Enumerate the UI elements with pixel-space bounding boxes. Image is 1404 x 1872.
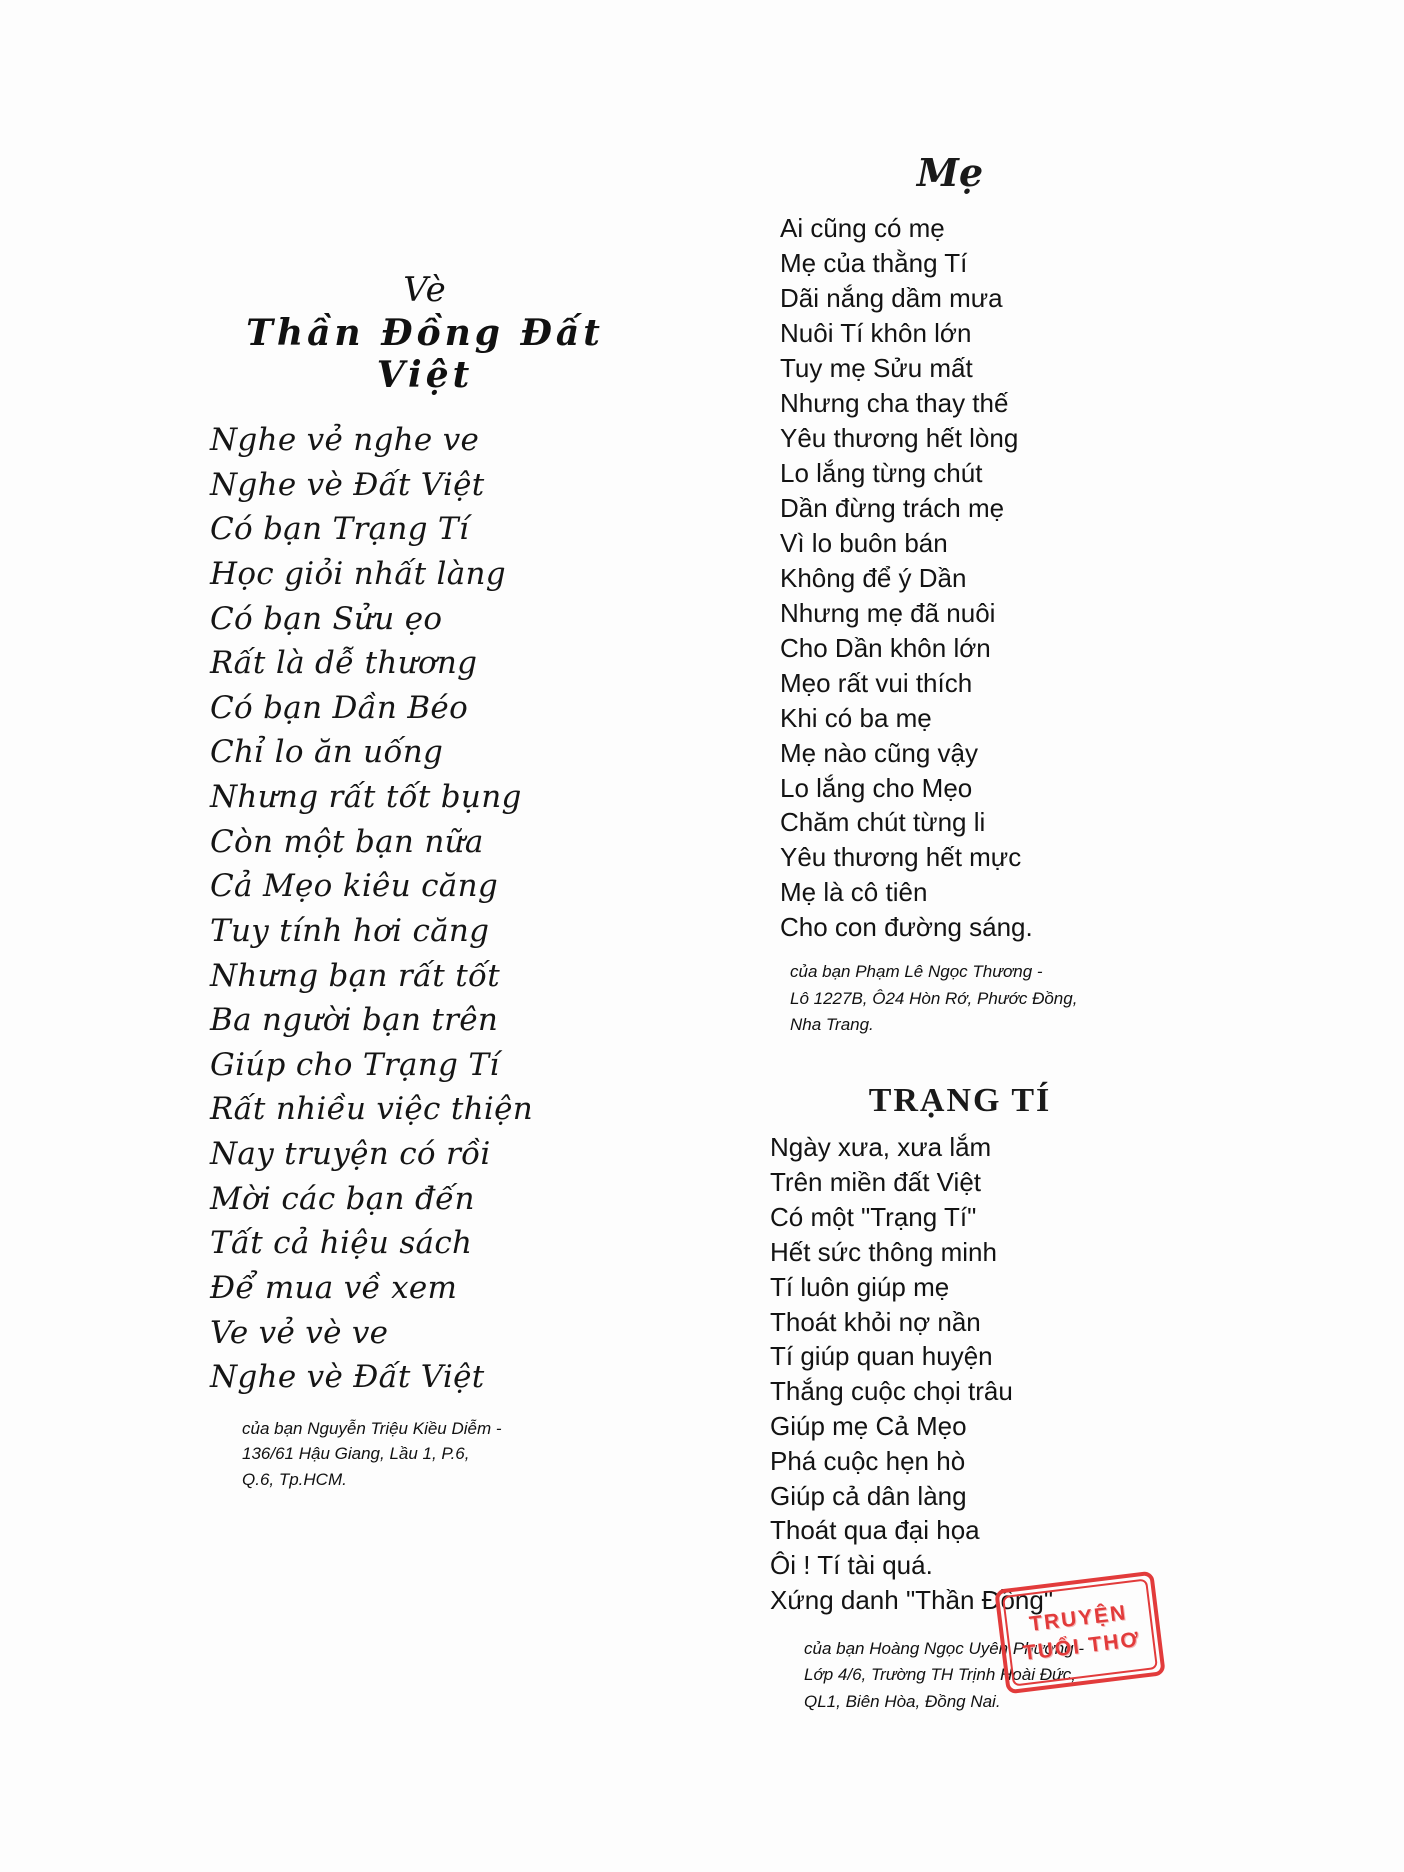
poem-line: Mẹo rất vui thích xyxy=(780,667,973,698)
poem-line: Khi có ba mẹ xyxy=(780,702,932,733)
poem-line: Trên miền đất Việt xyxy=(770,1167,981,1198)
poem-line: Thoát qua đại họa xyxy=(770,1515,980,1546)
poem-line: Không để ý Dần xyxy=(780,562,967,593)
poem-line: Tuy tính hơi căng xyxy=(210,912,490,949)
poem-line: Xứng danh "Thần Đồng" xyxy=(770,1585,1054,1616)
credit-line: của bạn Nguyễn Triệu Kiều Diễm - xyxy=(242,1418,502,1438)
poem-line: Có một "Trạng Tí" xyxy=(770,1202,977,1233)
poem-line: Cho con đường sáng. xyxy=(780,912,1033,943)
poem-line: Ve vẻ vè ve xyxy=(210,1314,389,1351)
credit-line: 136/61 Hậu Giang, Lầu 1, P.6, xyxy=(242,1444,470,1464)
poem-line: Mẹ nào cũng vậy xyxy=(780,737,979,768)
poem-line: Nghe vẻ nghe ve xyxy=(210,422,480,458)
poem-ve-title-line2: Thần Đồng Đất Việt xyxy=(246,312,604,396)
poem-ve-title xyxy=(210,270,640,396)
poem-me-title: Mẹ xyxy=(916,150,984,195)
poem-line: Giúp cho Trạng Tí xyxy=(210,1046,500,1083)
poem-line: Phá cuộc hẹn hò xyxy=(770,1445,966,1476)
credit-line: Lô 1227B, Ô24 Hòn Rớ, Phước Đồng, xyxy=(790,988,1078,1008)
truyen-tuoi-tho-stamp xyxy=(994,1571,1166,1695)
poem-line: Mời các bạn đến xyxy=(210,1180,475,1217)
credit-line: của bạn Hoàng Ngọc Uyên Phương - xyxy=(804,1638,1084,1658)
poem-line: Tí giúp quan huyện xyxy=(770,1341,993,1372)
poem-line: Tuy mẹ Sửu mất xyxy=(780,352,973,383)
credit-line: QL1, Biên Hòa, Đồng Nai. xyxy=(804,1691,1001,1711)
poem-line: Yêu thương hết mực xyxy=(780,842,1022,873)
poem-line: Lo lắng cho Mẹo xyxy=(780,772,973,803)
poem-line: Cho Dần khôn lớn xyxy=(780,632,991,663)
poem-me-credit xyxy=(770,959,1190,1038)
poem-line: Rất nhiều việc thiện xyxy=(210,1091,534,1128)
poem-line: Nhưng cha thay thế xyxy=(780,387,1009,418)
poem-line: Có bạn Dần Béo xyxy=(210,689,469,726)
poem-line: Ôi ! Tí tài quá. xyxy=(770,1550,933,1581)
poem-ve-body xyxy=(210,418,640,1400)
poem-line: Yêu thương hết lòng xyxy=(780,422,1019,453)
poem-ve-title-line1: Vè xyxy=(403,270,447,310)
poem-line: Tí luôn giúp mẹ xyxy=(770,1271,950,1302)
poem-line: Nghe vè Đất Việt xyxy=(210,466,485,503)
poem-line: Còn một bạn nữa xyxy=(210,823,484,860)
poem-line: Để mua về xem xyxy=(210,1269,458,1306)
credit-line: Q.6, Tp.HCM. xyxy=(242,1469,347,1489)
poem-ve-column xyxy=(210,270,640,1492)
stamp-line-1: TRUYỆN xyxy=(1028,1600,1129,1636)
poem-line: Hết sức thông minh xyxy=(770,1236,997,1267)
credit-line: của bạn Phạm Lê Ngọc Thương - xyxy=(790,962,1043,982)
poem-line: Nghe vè Đất Việt xyxy=(210,1359,485,1396)
poem-line: Giúp mẹ Cả Mẹo xyxy=(770,1411,967,1441)
poem-line: Nhưng bạn rất tốt xyxy=(210,957,500,994)
stamp-inner-border xyxy=(1002,1578,1158,1686)
poem-line: Ngày xưa, xưa lắm xyxy=(770,1132,992,1163)
poem-line: Ai cũng có mẹ xyxy=(780,213,945,243)
poem-line: Dãi nắng dầm mưa xyxy=(780,282,1003,313)
poem-line: Chỉ lo ăn uống xyxy=(210,734,444,771)
credit-line: Nha Trang. xyxy=(790,1015,874,1035)
poem-line: Nuôi Tí khôn lớn xyxy=(780,317,972,348)
poem-line: Nay truyện có rồi xyxy=(210,1136,491,1172)
poem-trangti-body xyxy=(770,1130,1190,1618)
poem-line: Học giỏi nhất làng xyxy=(210,555,506,592)
poem-line: Có bạn Sửu ẹo xyxy=(210,600,443,637)
poem-line: Mẹ của thằng Tí xyxy=(780,247,968,278)
poem-line: Lo lắng từng chút xyxy=(780,457,983,488)
poem-line: Nhưng mẹ đã nuôi xyxy=(780,597,996,628)
poem-line: Rất là dễ thương xyxy=(210,645,478,682)
poem-line: Tất cả hiệu sách xyxy=(210,1225,473,1262)
poem-ve-credit xyxy=(210,1416,640,1493)
poem-line: Cả Mẹo kiêu căng xyxy=(210,868,498,905)
poem-line: Thoát khỏi nợ nần xyxy=(770,1306,981,1337)
stamp-line-2: TUỔI THƠ xyxy=(1021,1627,1142,1665)
poem-line: Mẹ là cô tiên xyxy=(780,877,928,908)
poem-trangti-title: TRẠNG TÍ xyxy=(868,1082,1052,1120)
poem-line: Có bạn Trạng Tí xyxy=(210,511,470,548)
poem-line: Chăm chút từng li xyxy=(780,807,986,838)
poems-right-column xyxy=(770,150,1190,1715)
poem-line: Giúp cả dân làng xyxy=(770,1480,967,1511)
poem-line: Ba người bạn trên xyxy=(210,1002,499,1039)
poem-line: Thắng cuộc chọi trâu xyxy=(770,1376,1013,1407)
poem-line: Vì lo buôn bán xyxy=(780,527,948,558)
poem-line: Dần đừng trách mẹ xyxy=(780,492,1005,523)
credit-line: Lớp 4/6, Trường TH Trịnh Hoài Đức, xyxy=(804,1665,1076,1685)
poem-line: Nhưng rất tốt bụng xyxy=(210,779,522,815)
poem-me-body xyxy=(770,211,1190,945)
